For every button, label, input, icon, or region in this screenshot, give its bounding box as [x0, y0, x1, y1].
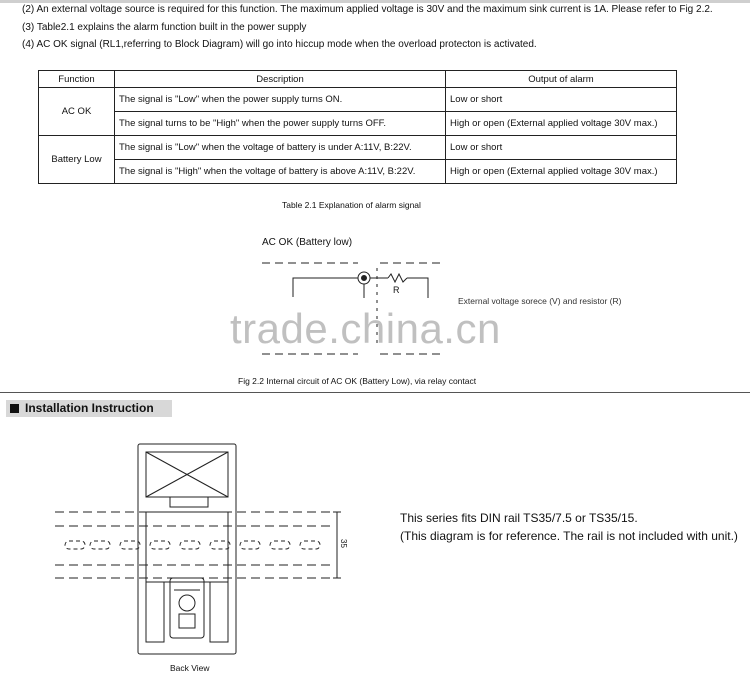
fig22-title: AC OK (Battery low): [262, 237, 353, 248]
installation-heading-text: Installation Instruction: [25, 401, 154, 415]
output-cell: High or open (External applied voltage 30V max.): [446, 112, 677, 136]
description-cell: The signal is "Low" when the voltage of battery is under A:11V, B:22V.: [115, 136, 446, 160]
col-header-description: Description: [115, 71, 446, 88]
trade-china-watermark: trade.china.cn: [230, 305, 501, 352]
note-external-voltage: (2) An external voltage source is required for this function. The maximum applied voltage is 30V and the maximum sink current is 1A. Please refer to Fig 2.2.: [22, 4, 713, 15]
description-cell: The signal is "High" when the voltage of battery is above A:11V, B:22V.: [115, 160, 446, 184]
description-cell: The signal is "Low" when the power supply turns ON.: [115, 88, 446, 112]
col-header-output: Output of alarm: [446, 71, 677, 88]
din-rail-fit-text: This series fits DIN rail TS35/7.5 or TS35/15.: [400, 511, 638, 525]
function-cell-ac-ok: AC OK: [39, 88, 115, 136]
back-view-label: Back View: [170, 663, 210, 673]
col-header-function: Function: [39, 71, 115, 88]
function-cell-battery-low: Battery Low: [39, 136, 115, 184]
note-ac-ok-signal: (4) AC OK signal (RL1,referring to Block Diagram) will go into hiccup mode when the overload protecton is activated.: [22, 39, 537, 50]
resistor-label: R: [393, 285, 400, 295]
fig22-caption: Fig 2.2 Internal circuit of AC OK (Battery Low), via relay contact: [238, 376, 477, 386]
output-cell: Low or short: [446, 136, 677, 160]
rail-dimension-label: 35: [338, 539, 348, 548]
rail-reference-note: (This diagram is for reference. The rail is not included with unit.): [400, 529, 738, 543]
note-table-reference: (3) Table2.1 explains the alarm function built in the power supply: [22, 22, 307, 33]
output-cell: High or open (External applied voltage 30V max.): [446, 160, 677, 184]
output-cell: Low or short: [446, 88, 677, 112]
external-source-label: External voltage sorece (V) and resistor (R): [458, 296, 622, 306]
table-caption: Table 2.1 Explanation of alarm signal: [282, 200, 421, 210]
description-cell: The signal turns to be "High" when the power supply turns OFF.: [115, 112, 446, 136]
